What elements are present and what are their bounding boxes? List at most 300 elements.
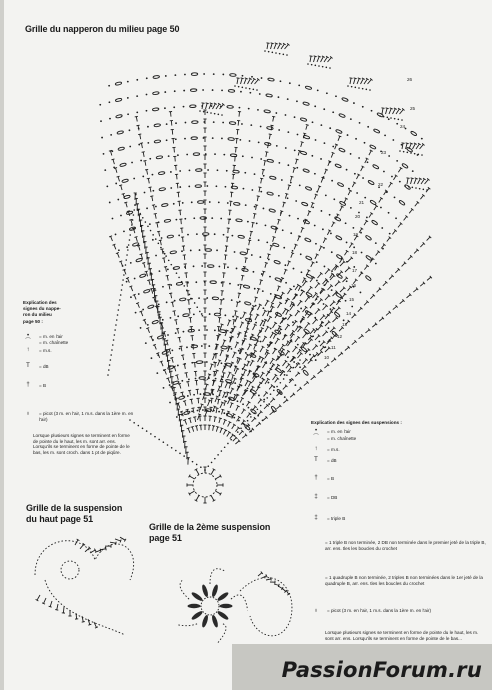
treble-stitch-mark <box>42 603 45 604</box>
treble-stitch-mark <box>406 143 409 144</box>
row-number: 18 <box>352 250 358 255</box>
treble-stitch-mark <box>248 79 251 84</box>
treble-stitch-mark <box>226 355 229 356</box>
treble-stitch-mark <box>270 359 273 364</box>
chain-loop-mark <box>195 185 201 188</box>
treble-stitch-mark <box>94 622 96 627</box>
treble-stitch-mark <box>221 410 222 415</box>
treble-stitch-mark <box>170 386 173 387</box>
chain-stitch-mark <box>223 154 225 156</box>
chain-stitch-mark <box>170 171 172 173</box>
chain-stitch-mark <box>129 146 131 148</box>
chain-stitch-mark <box>415 187 417 189</box>
chain-stitch-mark <box>267 344 269 346</box>
chain-loop-mark <box>334 216 341 221</box>
chain-loop-mark <box>236 219 243 222</box>
chain-stitch-mark <box>195 281 197 283</box>
chain-stitch-mark <box>375 263 377 265</box>
treble-stitch-mark <box>159 231 160 236</box>
treble-stitch-mark <box>258 357 261 362</box>
legend-right-item <box>311 446 340 452</box>
chain-stitch-mark <box>156 372 158 374</box>
treble-stitch-mark <box>236 428 239 432</box>
chain-stitch-mark <box>314 225 316 227</box>
treble-stitch-mark <box>386 108 388 114</box>
treble-stitch-mark <box>82 616 83 622</box>
treble-stitch-mark <box>265 327 268 332</box>
treble-stitch-mark <box>285 325 288 330</box>
petal-stitch-mark <box>201 584 209 598</box>
treble-stitch-mark <box>155 214 156 219</box>
treble-stitch-mark <box>323 332 327 336</box>
treble-stitch-mark <box>236 302 239 303</box>
treble-stitch-mark <box>393 176 396 180</box>
watermark-text: PassionForum.ru <box>281 658 482 682</box>
treble-stitch-mark <box>159 240 162 241</box>
chain-loop-mark <box>229 122 236 125</box>
treble-stitch-mark <box>247 249 248 254</box>
chain-stitch-mark <box>318 65 320 67</box>
chain-stitch-mark <box>175 450 177 452</box>
treble-stitch-mark <box>295 285 298 290</box>
chain-stitch-mark <box>280 382 282 384</box>
chain-loop-mark <box>154 124 161 127</box>
chain-loop-mark <box>198 201 204 204</box>
treble-stitch-mark <box>248 382 250 386</box>
treble-stitch-mark <box>221 409 224 410</box>
chain-stitch-mark <box>287 356 289 358</box>
chain-stitch-mark <box>164 91 166 93</box>
treble-stitch-mark <box>176 328 179 329</box>
treble-stitch-mark <box>266 579 271 580</box>
stitch-symbol-icon: ‡ <box>314 494 318 500</box>
row-number: 22 <box>378 182 384 187</box>
chain-stitch-mark <box>289 215 291 217</box>
chain-stitch-mark <box>296 363 298 365</box>
chain-loop-mark <box>191 73 197 76</box>
treble-stitch-mark <box>188 428 190 433</box>
chain-stitch-mark <box>345 300 347 302</box>
chain-stitch-mark <box>332 111 334 113</box>
treble-stitch-mark <box>169 349 170 354</box>
chain-stitch-mark <box>359 122 361 124</box>
chain-stitch-mark <box>221 362 223 364</box>
treble-stitch-mark <box>248 240 251 241</box>
treble-stitch-mark <box>342 294 345 298</box>
treble-stitch-mark <box>287 261 289 266</box>
treble-stitch-mark <box>223 340 226 341</box>
treble-stitch-mark <box>223 366 226 367</box>
chain-loop-mark <box>196 361 203 364</box>
chain-stitch-mark <box>316 261 318 263</box>
treble-stitch-mark <box>82 622 85 623</box>
chain-stitch-mark <box>412 170 414 172</box>
treble-stitch-mark <box>323 238 325 242</box>
treble-stitch-mark <box>132 228 135 229</box>
treble-stitch-mark <box>266 43 269 44</box>
chain-stitch-mark <box>184 74 186 76</box>
ring-mark <box>61 561 79 579</box>
chain-stitch-mark <box>173 106 175 108</box>
stitch-symbol-icon: ↑ <box>314 446 318 452</box>
chain-stitch-mark <box>154 436 156 438</box>
treble-stitch-mark <box>244 338 247 339</box>
chain-loop-mark <box>242 268 249 272</box>
treble-stitch-mark <box>265 152 268 153</box>
treble-stitch-mark <box>166 267 167 272</box>
treble-stitch-mark <box>272 116 275 117</box>
chain-stitch-mark <box>331 180 333 182</box>
treble-stitch-mark <box>234 352 237 353</box>
chain-loop-mark <box>240 252 247 256</box>
chain-loop-mark <box>152 108 159 111</box>
treble-stitch-mark <box>309 56 312 57</box>
legend-label: = dB <box>39 363 49 369</box>
treble-stitch-mark <box>251 308 254 309</box>
treble-stitch-mark <box>203 394 205 400</box>
chain-loop-mark <box>170 251 177 254</box>
treble-stitch-mark <box>264 320 266 325</box>
legend-label: = B <box>39 382 47 388</box>
treble-stitch-mark <box>210 364 212 370</box>
legend-label: = DB <box>327 494 338 500</box>
chain-loop-mark <box>154 140 161 143</box>
chain-stitch-mark <box>134 278 136 280</box>
treble-stitch-mark <box>163 331 166 332</box>
treble-stitch-mark <box>116 168 117 173</box>
chain-stitch-mark <box>192 461 194 463</box>
treble-stitch-mark <box>239 284 242 285</box>
treble-stitch-mark <box>225 356 227 362</box>
chain-stitch-mark <box>183 331 185 333</box>
chain-stitch-mark <box>283 378 285 380</box>
treble-stitch-mark <box>252 418 255 422</box>
chain-stitch-mark <box>355 138 357 140</box>
chain-stitch-mark <box>131 224 133 226</box>
treble-stitch-mark <box>310 303 314 308</box>
treble-stitch-mark <box>233 353 235 358</box>
chain-stitch-mark <box>108 369 110 371</box>
treble-stitch-mark <box>315 336 319 340</box>
chain-stitch-mark <box>331 270 333 272</box>
treble-stitch-mark <box>228 399 231 404</box>
chain-stitch-mark <box>177 154 179 156</box>
chain-stitch-mark <box>254 173 256 175</box>
treble-stitch-mark <box>267 254 268 259</box>
treble-stitch-mark <box>245 381 248 386</box>
chain-stitch-mark <box>189 170 191 172</box>
chain-loop-mark <box>342 97 349 102</box>
treble-stitch-mark <box>348 258 352 262</box>
chain-stitch-mark <box>214 233 216 235</box>
treble-stitch-mark <box>173 311 176 312</box>
treble-stitch-mark <box>193 417 196 418</box>
chain-stitch-mark <box>142 309 144 311</box>
chain-stitch-mark <box>348 188 350 190</box>
chain-stitch-mark <box>152 239 154 241</box>
chain-stitch-mark <box>263 175 265 177</box>
chain-stitch-mark <box>136 79 138 81</box>
treble-stitch-mark <box>173 394 176 395</box>
treble-stitch-mark <box>198 414 201 415</box>
chain-loop-mark <box>136 258 143 262</box>
chain-loop-mark <box>303 370 309 376</box>
chain-loop-mark <box>161 203 168 207</box>
chain-stitch-mark <box>326 67 328 69</box>
treble-stitch-mark <box>263 311 266 316</box>
treble-stitch-mark <box>109 236 112 237</box>
chain-stitch-mark <box>200 466 202 468</box>
treble-stitch-mark <box>369 213 372 217</box>
chain-stitch-mark <box>347 85 349 87</box>
chain-stitch-mark <box>115 183 117 185</box>
chain-stitch-mark <box>353 102 355 104</box>
treble-stitch-mark <box>278 220 279 225</box>
chain-loop-mark <box>304 237 311 242</box>
chain-stitch-mark <box>294 116 296 118</box>
chain-stitch-mark <box>118 309 120 311</box>
chain-stitch-mark <box>408 186 410 188</box>
treble-stitch-mark <box>246 328 249 329</box>
treble-stitch-mark <box>221 350 224 351</box>
chain-stitch-mark <box>175 219 177 221</box>
chain-stitch-mark <box>257 109 259 111</box>
treble-stitch-mark <box>196 426 197 431</box>
chain-stitch-mark <box>292 250 294 252</box>
chain-stitch-mark <box>244 424 246 426</box>
chain-stitch-mark <box>130 229 132 231</box>
petal-stitch-mark <box>191 610 204 621</box>
chain-stitch-mark <box>131 162 133 164</box>
chain-stitch-mark <box>126 281 128 283</box>
chain-stitch-mark <box>221 138 223 140</box>
treble-stitch-mark <box>305 297 309 302</box>
chain-stitch-mark <box>138 293 140 295</box>
chain-stitch-mark <box>179 186 181 188</box>
treble-stitch-mark <box>216 426 219 427</box>
treble-stitch-mark <box>110 542 116 543</box>
treble-stitch-mark <box>400 300 404 303</box>
legend-left-item <box>23 363 49 369</box>
treble-stitch-mark <box>410 143 413 144</box>
treble-stitch-mark <box>354 78 356 84</box>
chain-stitch-mark <box>242 87 244 89</box>
treble-stitch-mark <box>178 329 179 334</box>
treble-stitch-mark <box>315 254 317 258</box>
chain-loop-mark <box>183 411 190 415</box>
chain-loop-mark <box>305 186 312 191</box>
treble-stitch-mark <box>80 544 84 549</box>
treble-stitch-mark <box>255 79 259 84</box>
ring-mark <box>193 473 217 497</box>
chain-loop-mark <box>208 265 214 268</box>
chain-stitch-mark <box>331 289 333 291</box>
row-number: 24 <box>400 124 406 129</box>
treble-stitch-mark <box>258 412 261 416</box>
treble-stitch-mark <box>258 400 261 404</box>
treble-stitch-mark <box>352 315 355 319</box>
treble-stitch-mark <box>264 319 267 320</box>
treble-stitch-mark <box>152 297 155 298</box>
chain-stitch-mark <box>390 117 392 119</box>
treble-stitch-mark <box>214 417 217 418</box>
treble-stitch-mark <box>216 427 217 432</box>
chain-stitch-mark <box>186 154 188 156</box>
treble-stitch-mark <box>249 314 252 315</box>
chain-stitch-mark <box>179 170 181 172</box>
treble-stitch-mark <box>218 386 220 392</box>
chain-stitch-mark <box>236 268 238 270</box>
treble-stitch-mark <box>241 78 243 84</box>
treble-stitch-mark <box>282 588 286 591</box>
chain-stitch-mark <box>114 334 116 336</box>
chain-stitch-mark <box>178 235 180 237</box>
legend-left-item <box>23 339 68 345</box>
chain-loop-mark <box>300 117 307 121</box>
chain-stitch-mark <box>125 264 127 266</box>
chain-stitch-mark <box>315 359 317 361</box>
treble-stitch-mark <box>408 256 411 260</box>
treble-stitch-mark <box>338 136 341 137</box>
treble-stitch-mark <box>195 417 196 422</box>
chain-stitch-mark <box>121 284 123 286</box>
treble-stitch-mark <box>174 320 177 321</box>
picot-label: = picot (3 m. en l'air, 1 m.s. dans la 1ère m. en l'air) <box>327 608 432 613</box>
chain-stitch-mark <box>176 416 178 418</box>
chain-loop-mark <box>303 102 310 106</box>
treble-stitch-mark <box>236 78 239 79</box>
treble-stitch-mark <box>318 326 322 330</box>
chain-stitch-mark <box>178 277 180 279</box>
chain-stitch-mark <box>343 319 345 321</box>
treble-stitch-mark <box>414 178 416 184</box>
chain-stitch-mark <box>147 324 149 326</box>
chain-stitch-mark <box>358 157 360 159</box>
treble-stitch-mark <box>219 418 222 419</box>
treble-stitch-mark <box>215 476 220 479</box>
chain-stitch-mark <box>191 298 193 300</box>
chain-stitch-mark <box>217 454 219 456</box>
treble-stitch-mark <box>324 170 326 175</box>
treble-stitch-mark <box>306 125 307 130</box>
chain-stitch-mark <box>101 137 103 139</box>
treble-stitch-mark <box>257 289 258 294</box>
treble-stitch-mark <box>349 78 352 79</box>
chain-loop-mark <box>227 105 234 108</box>
legend-label: = B <box>327 475 335 481</box>
treble-stitch-mark <box>398 223 401 227</box>
treble-stitch-mark <box>420 144 424 149</box>
chain-stitch-mark <box>109 364 111 366</box>
treble-stitch-mark <box>420 283 424 286</box>
chain-stitch-mark <box>138 144 140 146</box>
chain-stitch-mark <box>361 252 363 254</box>
treble-stitch-mark <box>271 303 273 308</box>
treble-stitch-mark <box>338 136 340 141</box>
treble-stitch-mark <box>181 346 182 351</box>
chain-stitch-mark <box>133 422 135 424</box>
treble-stitch-mark <box>233 326 235 332</box>
treble-stitch-mark <box>217 399 220 400</box>
treble-stitch-mark <box>297 350 300 354</box>
chain-loop-mark <box>118 147 125 151</box>
chain-stitch-mark <box>186 346 188 348</box>
treble-stitch-mark <box>195 426 198 427</box>
treble-stitch-mark <box>122 193 125 194</box>
chain-stitch-mark <box>166 301 168 303</box>
treble-stitch-mark <box>258 331 261 336</box>
legend-right-item <box>311 457 337 463</box>
treble-stitch-mark <box>318 56 321 57</box>
chain-stitch-mark <box>147 142 149 144</box>
chain-stitch-mark <box>251 189 253 191</box>
chain-stitch-mark <box>146 207 148 209</box>
treble-stitch-mark <box>221 324 224 325</box>
chain-stitch-mark <box>147 225 149 227</box>
chain-stitch-mark <box>179 453 181 455</box>
chain-stitch-mark <box>352 227 354 229</box>
treble-stitch-mark <box>201 404 204 405</box>
chain-stitch-mark <box>108 85 110 87</box>
chain-loop-mark <box>139 274 146 278</box>
chain-loop-mark <box>228 137 235 140</box>
treble-stitch-mark <box>328 286 332 290</box>
chain-loop-mark <box>176 282 183 285</box>
chain-stitch-mark <box>238 86 240 88</box>
chain-stitch-mark <box>232 316 234 318</box>
treble-stitch-mark <box>311 202 314 203</box>
treble-stitch-mark <box>381 108 384 109</box>
chain-stitch-mark <box>403 151 405 153</box>
row-number: 10 <box>324 355 330 360</box>
treble-stitch-mark <box>178 337 181 338</box>
treble-stitch-mark <box>335 308 339 312</box>
treble-stitch-mark <box>167 276 168 281</box>
chain-loop-mark <box>402 163 409 169</box>
chain-stitch-mark <box>320 158 322 160</box>
chain-loop-mark <box>301 202 308 207</box>
treble-stitch-mark <box>296 159 297 164</box>
chain-loop-mark <box>335 163 342 168</box>
treble-stitch-mark <box>244 312 247 313</box>
chain-stitch-mark <box>166 123 168 125</box>
treble-stitch-mark <box>206 103 208 109</box>
chain-stitch-mark <box>170 284 172 286</box>
second-hanger-title-line2: page 51 <box>149 533 182 543</box>
treble-stitch-mark <box>208 400 210 406</box>
treble-stitch-mark <box>369 151 371 155</box>
chain-stitch-mark <box>118 249 120 251</box>
treble-stitch-mark <box>284 270 286 275</box>
chain-stitch-mark <box>137 208 139 210</box>
treble-stitch-mark <box>189 476 194 479</box>
treble-stitch-mark <box>283 361 287 366</box>
treble-stitch-mark <box>224 392 227 393</box>
petal-stitch-mark <box>188 604 201 608</box>
chain-stitch-mark <box>171 447 173 449</box>
chain-stitch-mark <box>110 134 112 136</box>
chain-loop-mark <box>305 86 312 90</box>
chain-stitch-mark <box>388 118 390 120</box>
chain-stitch-mark <box>242 403 244 405</box>
stitch-symbol-icon: ⌒ <box>312 435 319 441</box>
treble-stitch-mark <box>211 469 214 474</box>
treble-stitch-mark <box>240 284 241 289</box>
treble-stitch-mark <box>365 330 369 333</box>
treble-stitch-mark <box>356 175 358 179</box>
treble-stitch-mark <box>320 347 323 351</box>
chain-stitch-mark <box>249 88 251 90</box>
